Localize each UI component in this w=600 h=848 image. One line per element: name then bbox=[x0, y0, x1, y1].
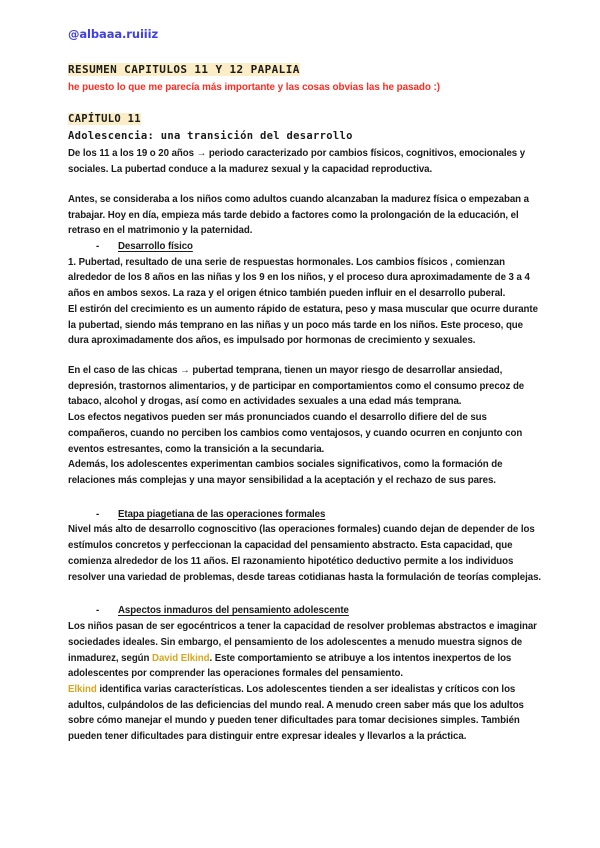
pubertad-lead: 1. Pubertad bbox=[68, 256, 121, 268]
section-heading-label: Etapa piagetiana de las operaciones formales bbox=[118, 508, 326, 520]
paragraph-egocentricos bbox=[68, 619, 543, 682]
document-title bbox=[68, 63, 543, 78]
paragraph-operaciones-formales: Nivel más alto de desarrollo cognoscitivo (las operaciones formales) cuando dejan de depender de los estímulos concretos y perfeccionan la capacidad del pensamiento abstracto. Esta capacidad, que comienza alrededor de los 11 años. El razonamiento hipotético deductivo permite a los individuos resolver una variedad de problemas, desde tareas cotidianas hasta la formulación de teorías complejas. bbox=[68, 524, 542, 583]
spacer bbox=[68, 585, 543, 603]
elkind-rest: identifica varias características. Los adolescentes tienden a ser idealistas y críticos con los adultos, culpándolos de las deficiencias del mundo real. A menudo creen saber más que los adultos sobre cómo manejar el mundo y pueden tener dificultades para tomar decisiones simples. También pueden tener dificultades para distinguir entre expresar ideales y llevarlos a la práctica. bbox=[68, 683, 524, 743]
section-heading-etapa-piagetiana bbox=[68, 507, 543, 523]
chapter-title: Adolescencia: una transición del desarrollo bbox=[68, 129, 353, 142]
bullet-dash-icon: - bbox=[96, 240, 100, 252]
spacer bbox=[68, 489, 543, 507]
chapter-label bbox=[68, 112, 543, 127]
bullet-dash-icon: - bbox=[96, 605, 100, 617]
document-title-highlight: RESUMEN CAPITULOS 11 Y 12 PAPALIA bbox=[68, 62, 300, 76]
egocentricos-part2: . Este comportamiento se atribuye a los intentos inexpertos de los adolescentes por comprender las operaciones formales del pensamiento. bbox=[68, 652, 512, 680]
highlight-elkind: Elkind bbox=[68, 683, 97, 695]
paragraph-cambios-sociales: Además, los adolescentes experimentan cambios sociales significativos, como la formación de relaciones más complejas y una mayor sensibilidad a la aceptación y el rechazo de sus pares. bbox=[68, 459, 503, 487]
bullet-dash-icon: - bbox=[96, 508, 100, 520]
pubertad-rest: , resultado de una serie de respuestas hormonales. Los cambios físicos , comienzan alrededor de los 8 años en las niñas y los 9 en los niños, y el proceso dura aproximadamente de 3 a 4 años en ambos sexos. La raza y el origen étnico también pueden influir en el desarrollo puberal. bbox=[68, 256, 530, 300]
paragraph-efectos-negativos: Los efectos negativos pueden ser más pronunciados cuando el desarrollo difiere del de sus compañeros, cuando no perciben los cambios como ventajosos, y cuando ocurren en conjunto con eventos estresantes, como la transición a la secundaria. bbox=[68, 412, 523, 455]
paragraph-elkind-caracteristicas bbox=[68, 682, 543, 745]
section-heading-desarrollo-fisico bbox=[68, 239, 543, 255]
author-handle: @albaaa.ruiiiz bbox=[68, 27, 159, 41]
section-heading-aspectos-inmaduros bbox=[68, 603, 543, 619]
egocentricos-part1: Los niños pasan de ser egocéntricos a tener la capacidad de resolver problemas abstractos e imaginar sociedades ideales. Sin embargo, el pensamiento de los adolescentes a menudo muestra signos de inmadurez, según bbox=[68, 621, 537, 664]
paragraph-pubertad bbox=[68, 255, 543, 302]
spacer bbox=[68, 178, 543, 192]
document-subtitle: he puesto lo que me parecía más importante y las cosas obvias las he pasado :) bbox=[68, 81, 441, 93]
section-heading-label: Desarrollo físico bbox=[118, 240, 193, 252]
section-heading-label: Aspectos inmaduros del pensamiento adolescente bbox=[118, 605, 349, 617]
paragraph-estiron: El estirón del crecimiento es un aumento rápido de estatura, peso y masa muscular que ocurre durante la pubertad, siendo más temprano en las niñas y un poco más tarde en los niños. Este proceso, que dura aproximadamente dos años, es impulsado por hormonas de crecimiento y sexuales. bbox=[68, 303, 538, 347]
highlight-david-elkind: David Elkind bbox=[152, 652, 210, 664]
intro-paragraph: De los 11 a los 19 o 20 años → periodo caracterizado por cambios físicos, cognitivos, emocionales y sociales. La pubertad conduce a la madurez sexual y la capacidad reproductiva. bbox=[68, 148, 526, 176]
chapter-label-highlight: CAPÍTULO 11 bbox=[68, 113, 141, 125]
paragraph-chicas: En el caso de las chicas → pubertad temprana, tienen un mayor riesgo de desarrollar ansiedad, depresión, trastornos alimentarios, y de participar en comportamientos como el consumo precoz de tabaco, alcohol y drogas, así como en actividades sexuales a una edad más temprana. bbox=[68, 365, 525, 408]
spacer bbox=[68, 349, 543, 363]
paragraph-antes: Antes, se consideraba a los niños como adultos cuando alcanzaban la madurez física o empezaban a trabajar. Hoy en día, empieza más tarde debido a factores como la prolongación de la educación, el retraso en el matrimonio y la paternidad. bbox=[68, 193, 529, 237]
